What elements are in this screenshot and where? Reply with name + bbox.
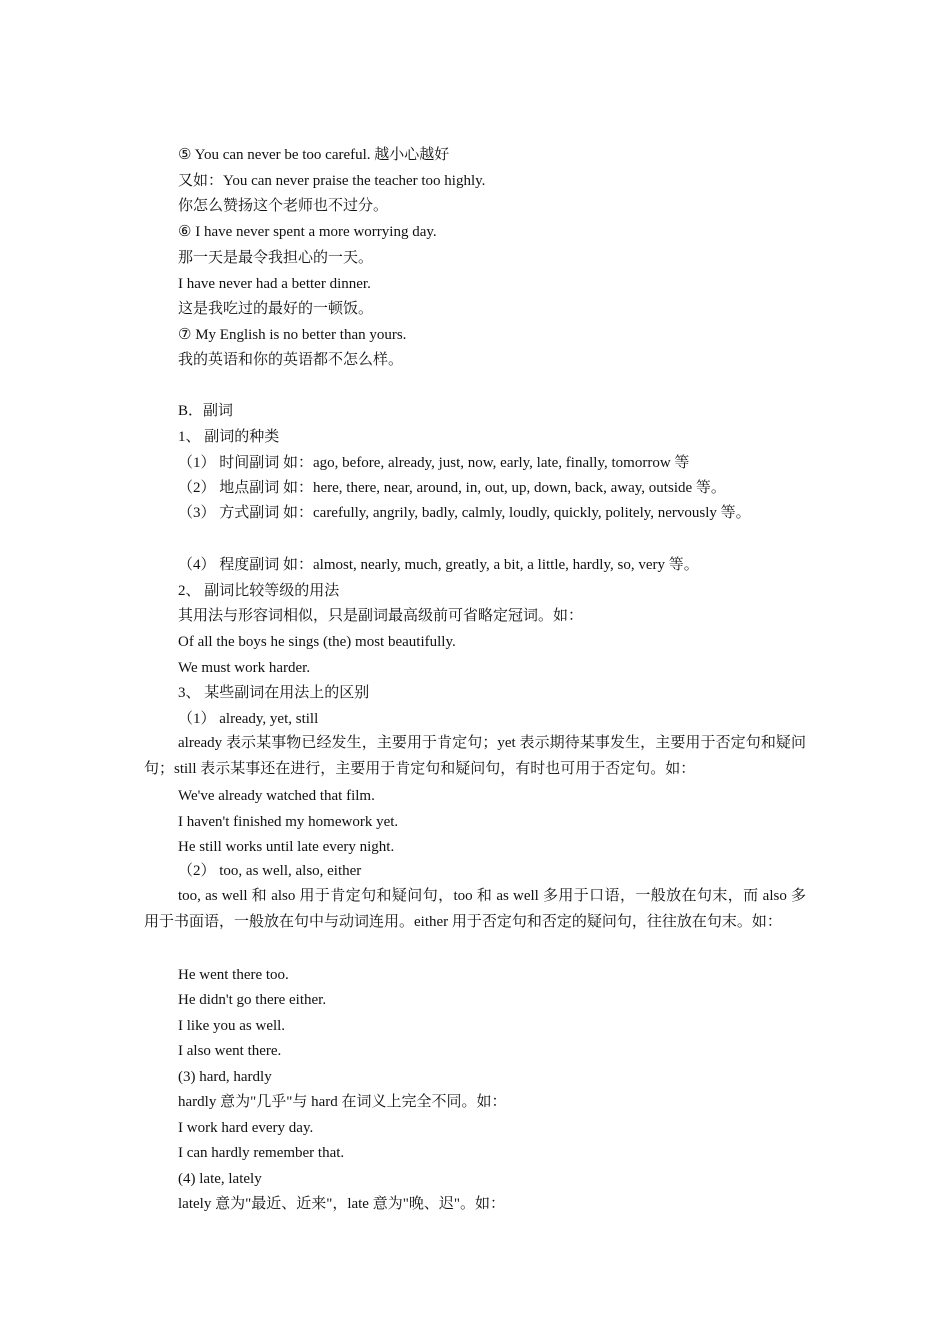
difference-3-example-1: I work hard every day. <box>178 1120 314 1136</box>
difference-4-description: lately 意为"最近、近来"，late 意为"晚、迟"。如： <box>178 1196 505 1212</box>
comparison-description: 其用法与形容词相似，只是副词最高级前可省略定冠词。如： <box>178 608 584 624</box>
difference-4-heading: (4) late, lately <box>178 1171 262 1187</box>
example-5-line: ⑤ You can never be too careful. 越小心越好 <box>178 147 450 163</box>
difference-2-example-2: He didn't go there either. <box>178 992 327 1008</box>
subheading-adverb-types: 1、 副词的种类 <box>178 429 280 445</box>
section-heading-b: B．副词 <box>178 403 234 419</box>
comparison-example-1: Of all the boys he sings (the) most beautifully. <box>178 634 456 650</box>
comparison-example-2: We must work harder. <box>178 660 311 676</box>
difference-3-description: hardly 意为"几乎"与 hard 在词义上完全不同。如： <box>178 1094 507 1110</box>
difference-1-example-2: I haven't finished my homework yet. <box>178 814 399 830</box>
example-5-additional: 又如：You can never praise the teacher too highly. <box>178 173 486 189</box>
example-5-translation: 你怎么赞扬这个老师也不过分。 <box>178 198 389 214</box>
example-6-translation: 那一天是最令我担心的一天。 <box>178 250 374 266</box>
difference-1-paragraph: already 表示某事物已经发生，主要用于肯定句；yet 表示期待某事发生，主要用于否定句和疑问句；still 表示某事还在进行，主要用于肯定句和疑问句，有时也可用于否定句。如： <box>144 735 806 777</box>
difference-2-example-4: I also went there. <box>178 1043 282 1059</box>
adverb-type-manner: （3） 方式副词 如：carefully, angrily, badly, calmly, loudly, quickly, politely, nervously 等。 <box>178 505 751 521</box>
example-6b-line: I have never had a better dinner. <box>178 276 371 292</box>
adverb-type-time: （1） 时间副词 如：ago, before, already, just, now, early, late, finally, tomorrow 等 <box>178 455 690 471</box>
adverb-type-place: （2） 地点副词 如：here, there, near, around, in, out, up, down, back, away, outside 等。 <box>178 480 726 496</box>
subheading-comparison: 2、 副词比较等级的用法 <box>178 583 340 599</box>
difference-1-example-3: He still works until late every night. <box>178 839 395 855</box>
difference-1-heading: （1） already, yet, still <box>178 711 319 727</box>
example-7-translation: 我的英语和你的英语都不怎么样。 <box>178 352 404 368</box>
difference-2-example-3: I like you as well. <box>178 1018 286 1034</box>
difference-2-example-1: He went there too. <box>178 967 289 983</box>
example-7-line: ⑦ My English is no better than yours. <box>178 327 407 343</box>
subheading-differences: 3、 某些副词在用法上的区别 <box>178 685 370 701</box>
difference-2-paragraph: too, as well 和 also 用于肯定句和疑问句，too 和 as well 多用于口语，一般放在句末，而 also 多用于书面语，一般放在句中与动词连用。either 用于否定句和否定的疑问句，往往放在句末。如： <box>144 888 806 930</box>
example-6b-translation: 这是我吃过的最好的一顿饭。 <box>178 301 374 317</box>
difference-1-example-1: We've already watched that film. <box>178 788 375 804</box>
difference-2-heading: （2） too, as well, also, either <box>178 863 362 879</box>
example-6-line: ⑥ I have never spent a more worrying day. <box>178 224 437 240</box>
difference-3-heading: (3) hard, hardly <box>178 1069 272 1085</box>
adverb-type-degree: （4） 程度副词 如：almost, nearly, much, greatly, a bit, a little, hardly, so, very 等。 <box>178 557 699 573</box>
difference-3-example-2: I can hardly remember that. <box>178 1145 345 1161</box>
